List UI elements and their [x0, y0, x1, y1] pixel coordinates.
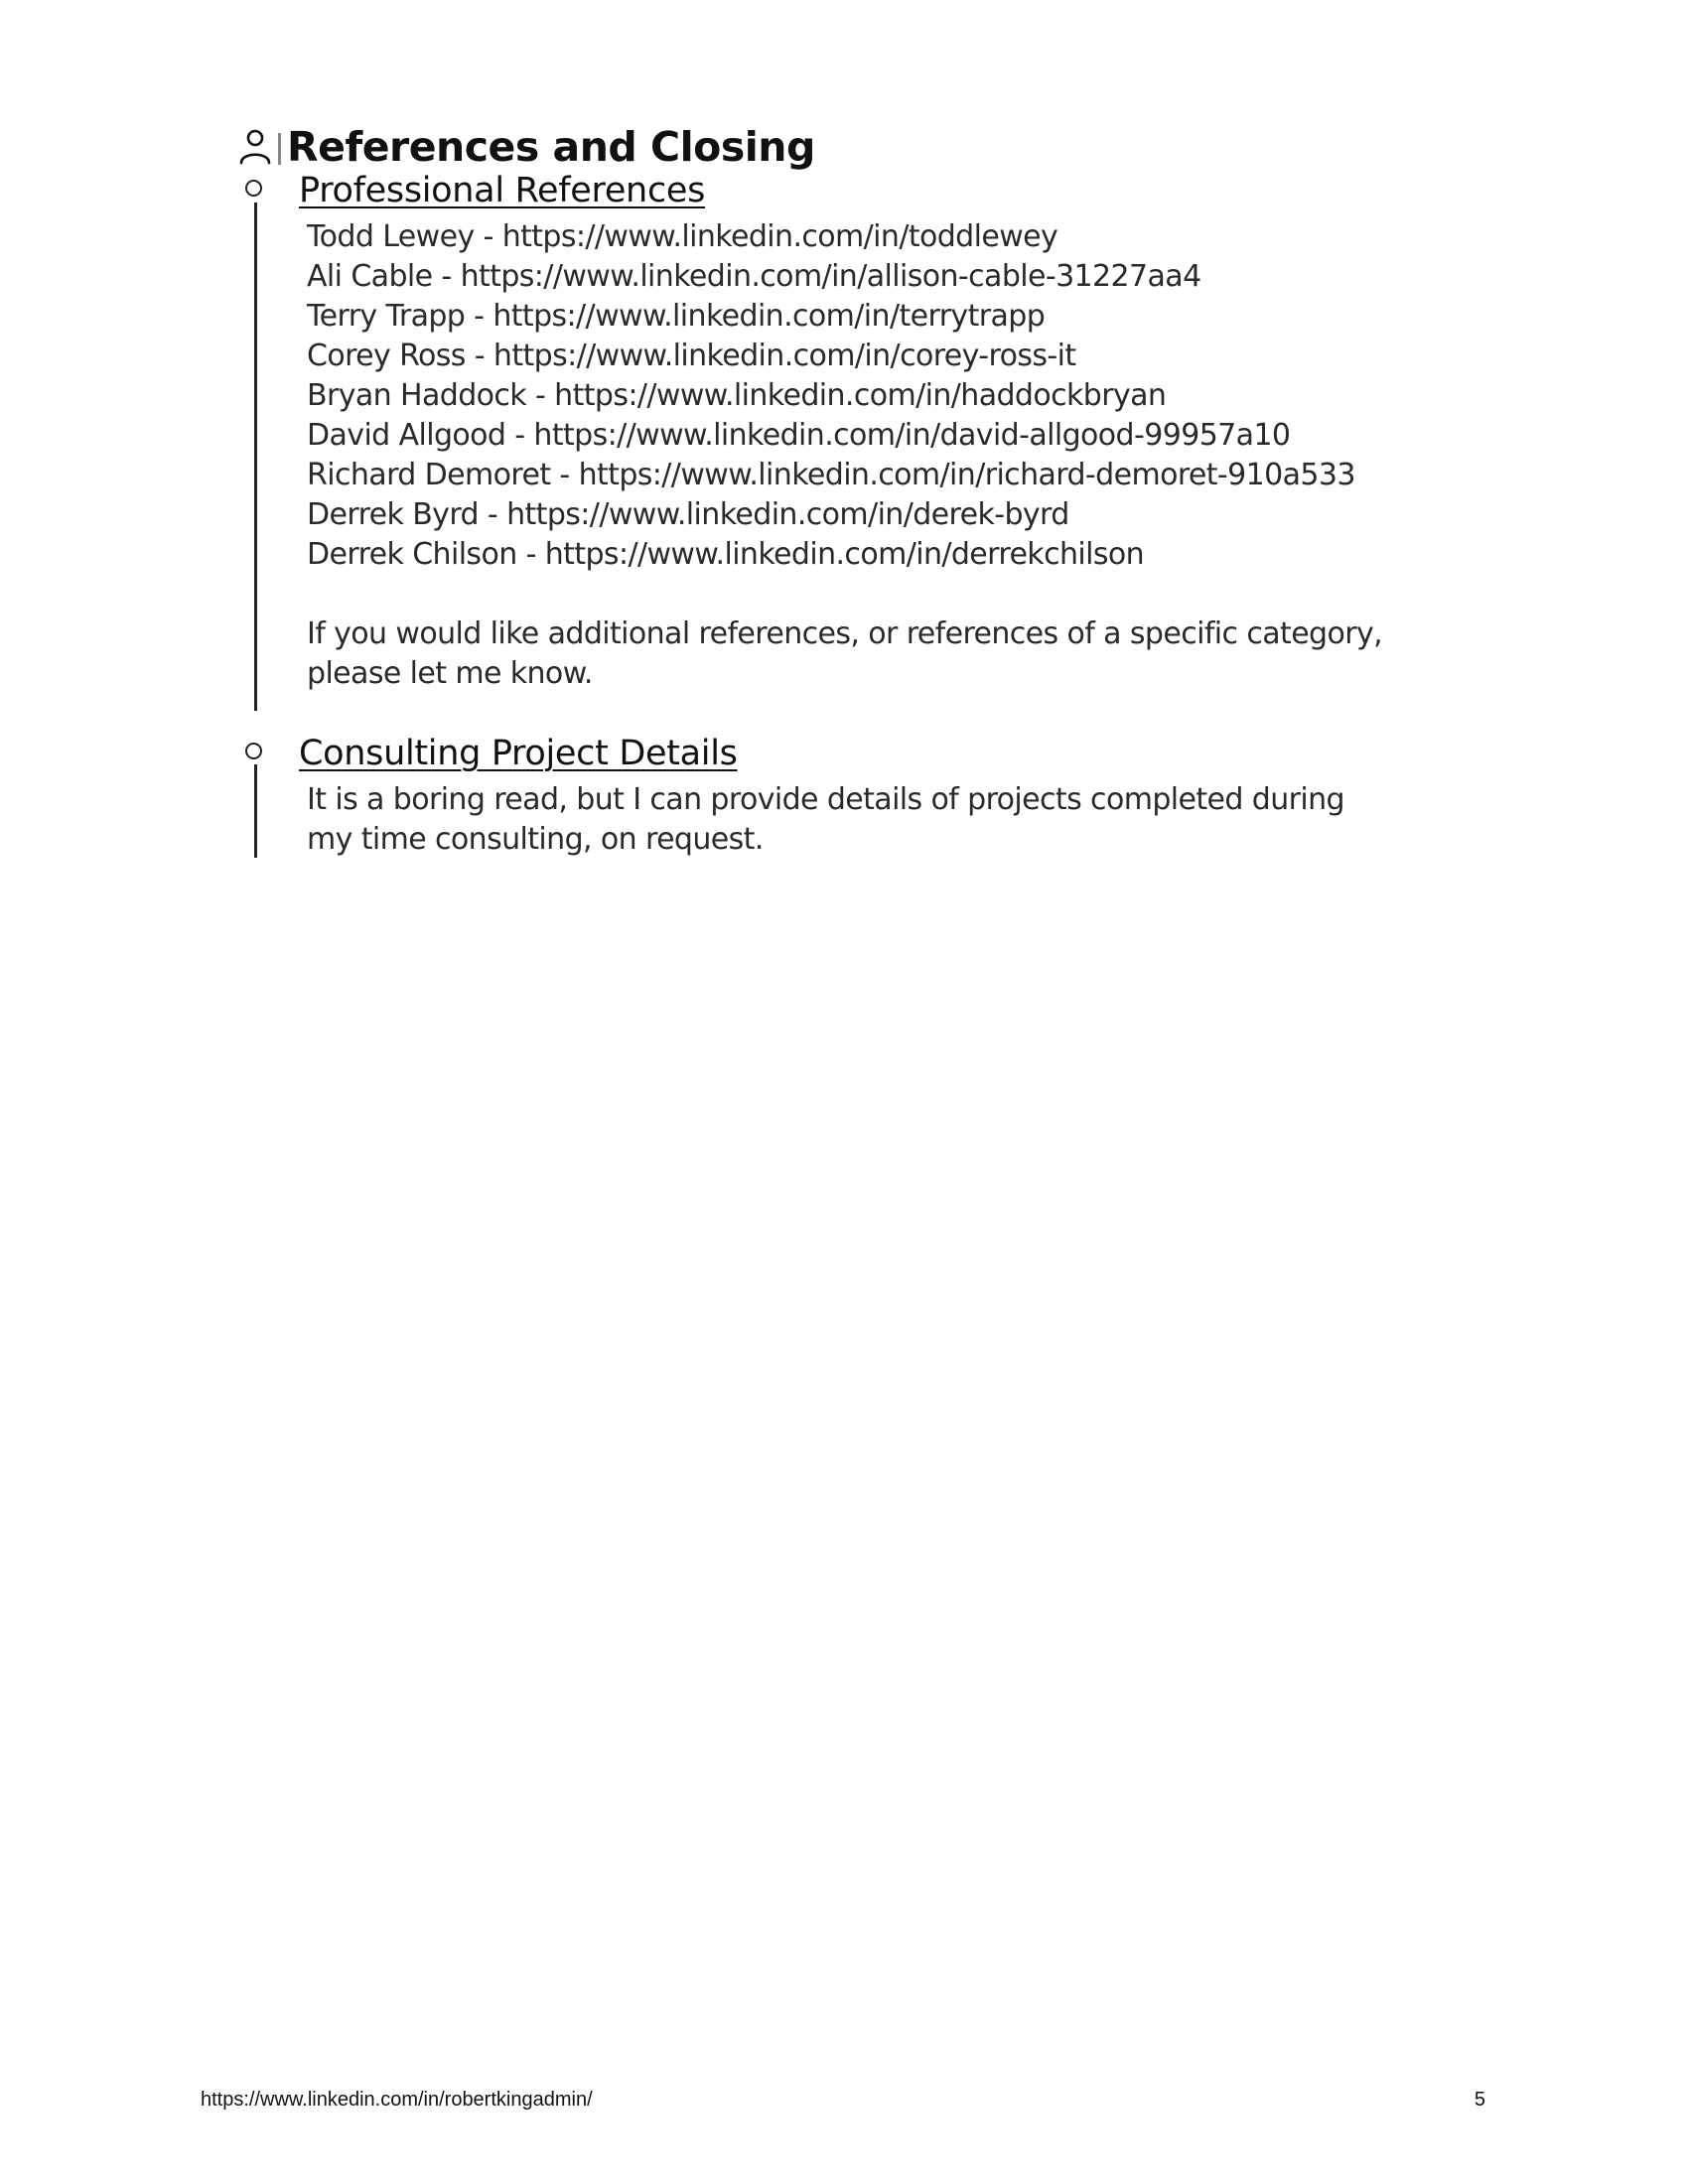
reference-item: Derrek Chilson - https://www.linkedin.com/in/derrekchilson	[307, 537, 1145, 572]
heading-divider	[278, 133, 281, 165]
page-number: 5	[1474, 2089, 1485, 2111]
timeline-line	[254, 203, 257, 711]
consulting-text-line: my time consulting, on request.	[307, 822, 764, 857]
person-icon	[238, 128, 272, 166]
timeline-node	[245, 180, 262, 197]
reference-item: Todd Lewey - https://www.linkedin.com/in/toddlewey	[307, 219, 1058, 254]
consulting-text	[307, 780, 1399, 860]
reference-item: Derrek Byrd - https://www.linkedin.com/in/derek-byrd	[307, 497, 1069, 532]
reference-item: Richard Demoret - https://www.linkedin.com/in/richard-demoret-910a533	[307, 458, 1355, 492]
timeline-line	[254, 764, 257, 858]
timeline-node	[245, 743, 262, 759]
section-title: References and Closing	[287, 123, 815, 171]
references-note-line: If you would like additional references, or references of a specific category,	[307, 616, 1383, 651]
references-list	[307, 217, 1399, 575]
reference-item: Bryan Haddock - https://www.linkedin.com/in/haddockbryan	[307, 378, 1167, 413]
reference-item: Ali Cable - https://www.linkedin.com/in/allison-cable-31227aa4	[307, 259, 1201, 294]
consulting-project-details-heading: Consulting Project Details	[299, 734, 738, 773]
references-note-line: please let me know.	[307, 656, 593, 691]
reference-item: Corey Ross - https://www.linkedin.com/in/corey-ross-it	[307, 339, 1076, 373]
consulting-text-line: It is a boring read, but I can provide details of projects completed during	[307, 782, 1344, 817]
reference-item: Terry Trapp - https://www.linkedin.com/in/terrytrapp	[307, 299, 1046, 334]
section-heading	[238, 117, 815, 177]
professional-references-heading: Professional References	[299, 171, 706, 210]
reference-item: David Allgood - https://www.linkedin.com/in/david-allgood-99957a10	[307, 418, 1291, 453]
references-note	[307, 614, 1399, 694]
footer-linkedin-url: https://www.linkedin.com/in/robertkingadmin/	[201, 2089, 593, 2111]
